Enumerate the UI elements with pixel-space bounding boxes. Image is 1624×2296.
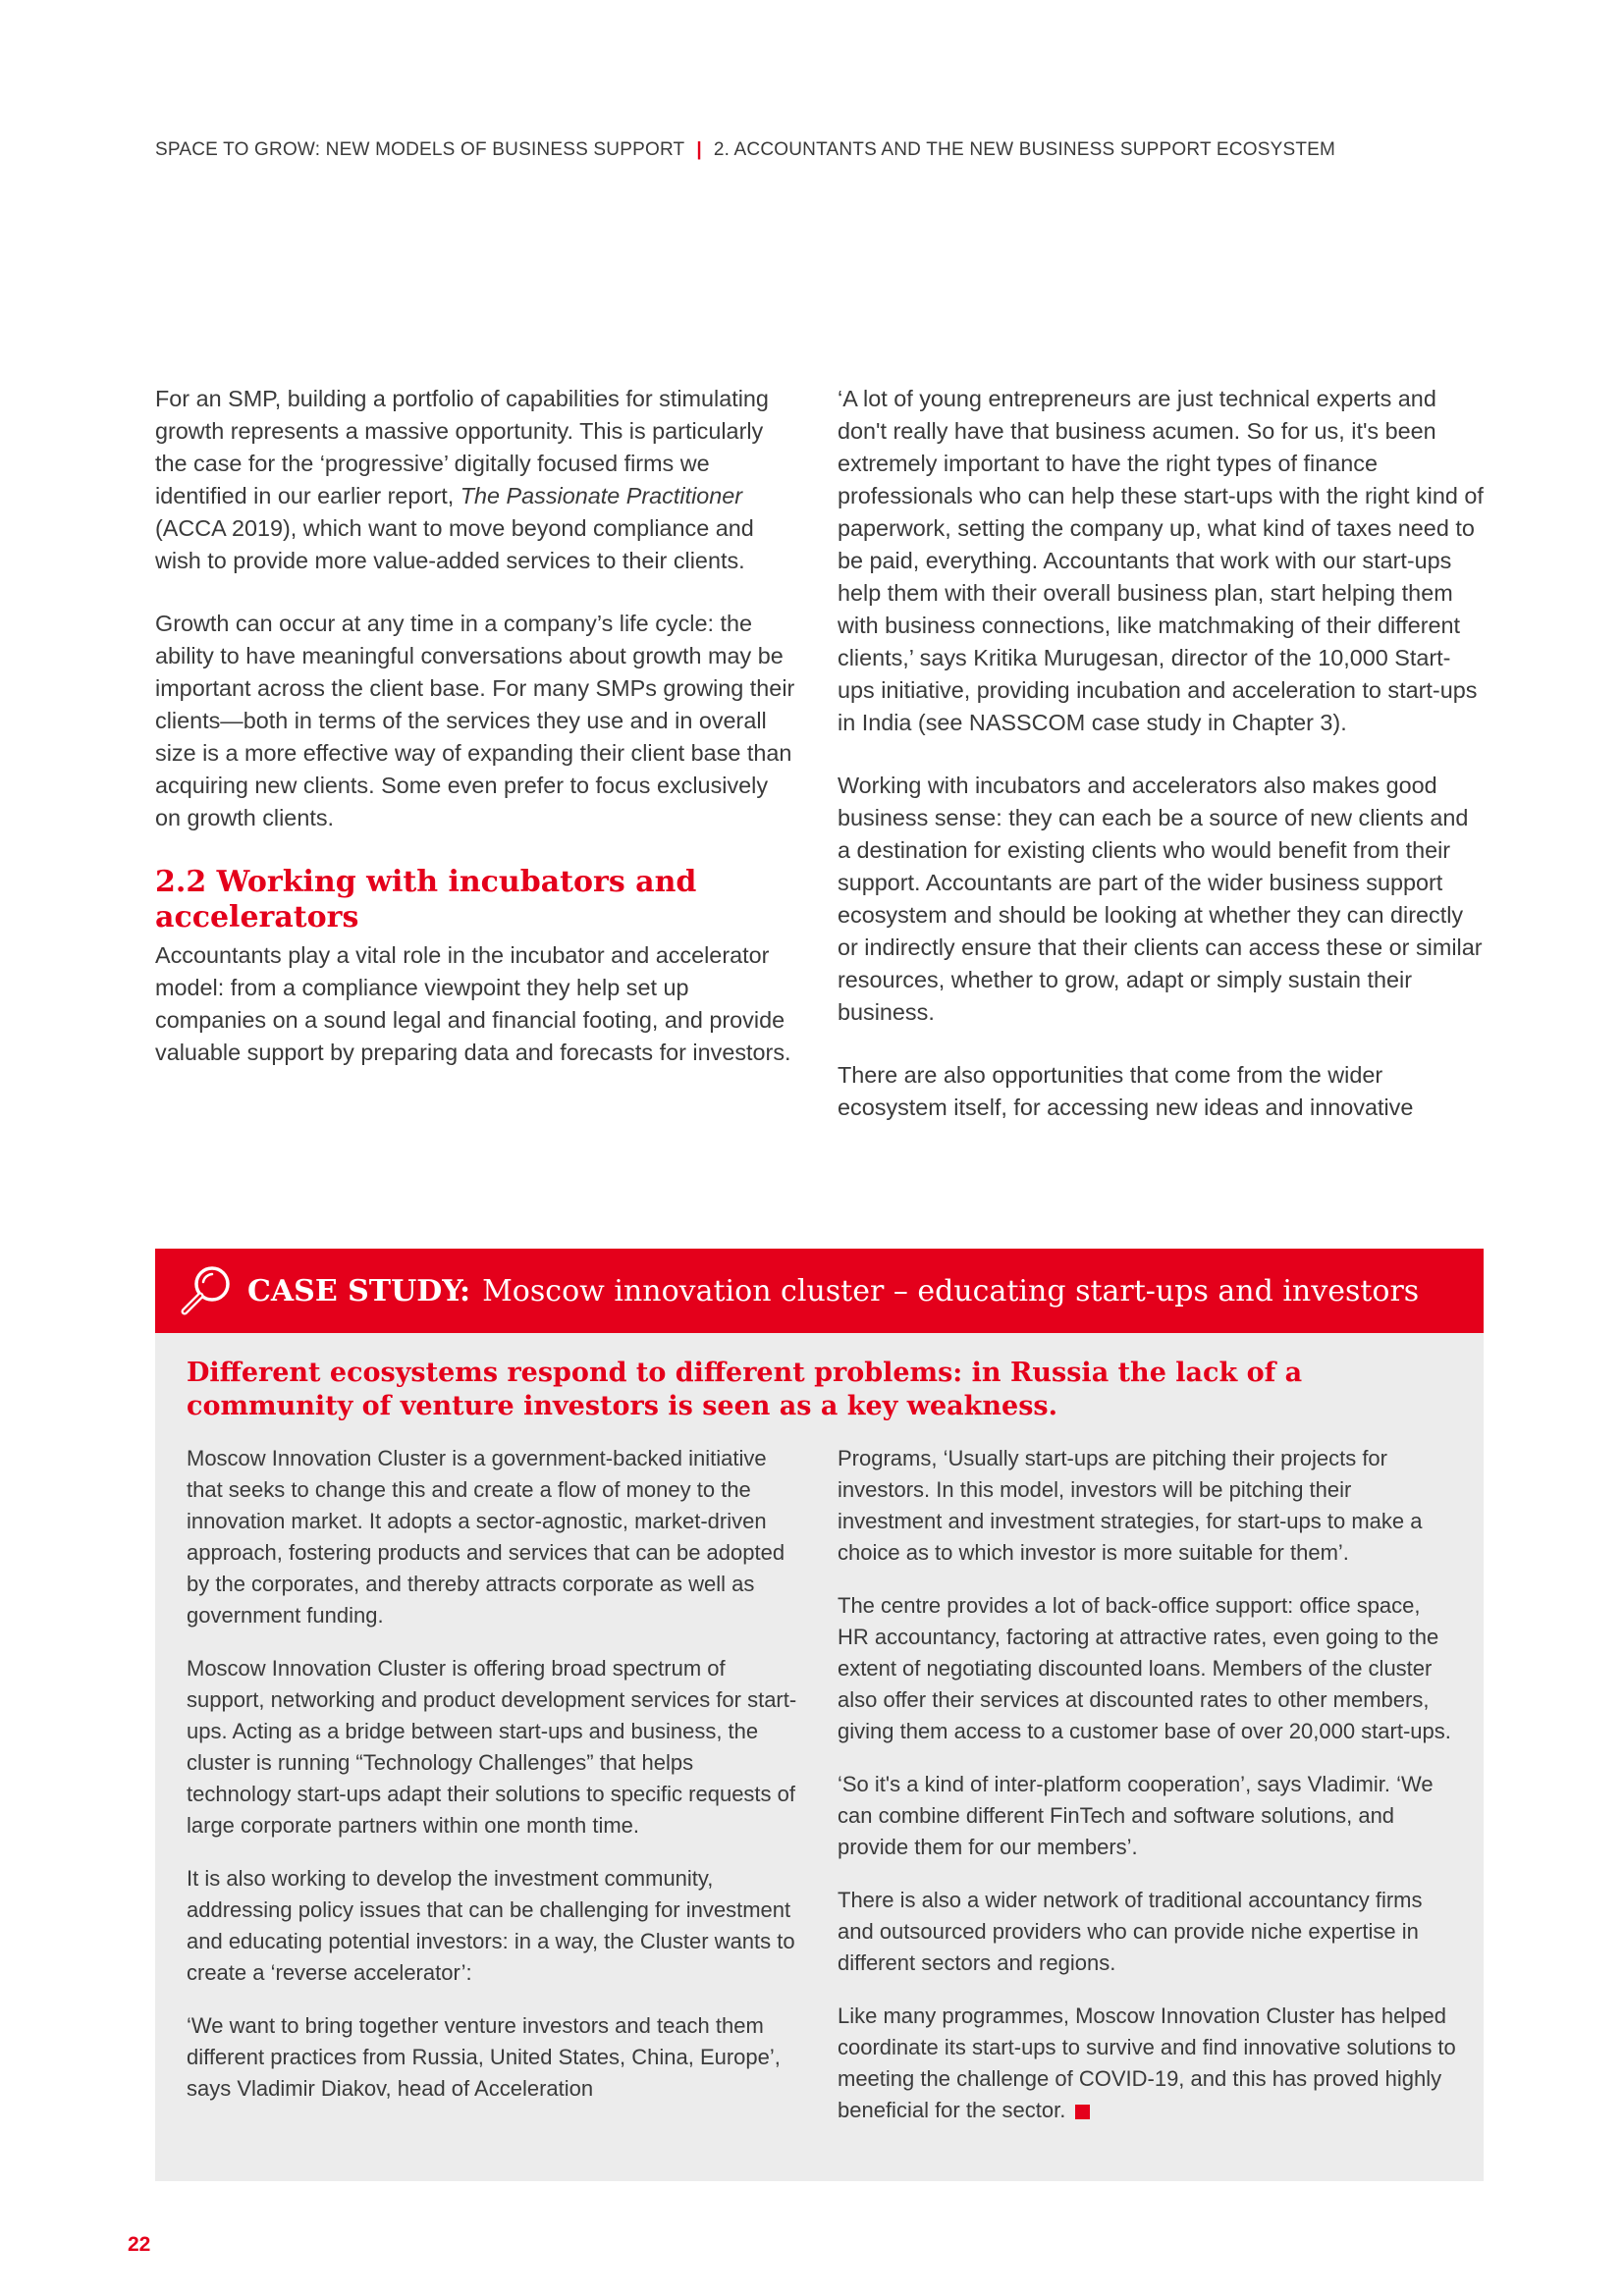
header-separator: | [696,139,702,160]
page-number: 22 [128,2233,151,2256]
case-paragraph: ‘We want to bring together venture investors and teach them different practices from Russia, United States, China, Europe’, says Vladimir Diakov, head of Acceleration [187,2013,781,2101]
header-chapter-title: 2. ACCOUNTANTS AND THE NEW BUSINESS SUPPORT ECOSYSTEM [713,139,1336,160]
case-paragraph: Programs, ‘Usually start-ups are pitching their projects for investors. In this model, investors will be pitching their investment and investment strategies, for start-ups to make a choice as to which investor is more suitable for them’. [838,1446,1423,1565]
section-heading: 2.2 Working with incubators and accelerators [155,865,697,934]
running-header [155,139,1335,161]
case-paragraph: ‘So it's a kind of inter-platform cooperation’, says Vladimir. ‘We can combine different FinTech and software solutions, and provide them for our members’. [838,1772,1434,1859]
case-paragraph: Moscow Innovation Cluster is a government-backed initiative that seeks to change this and create a flow of money to the innovation market. It adopts a sector-agnostic, market-driven approach, fostering products and services that can be adopted by the corporates, and thereby attracts corporate as well as government funding. [187,1446,785,1628]
case-study-lead: Different ecosystems respond to different problems: in Russia the lack of a community of venture investors is seen as a key weakness. [187,1358,1303,1421]
case-study-label: CASE STUDY: [247,1273,471,1308]
right-column [838,383,1486,1154]
case-paragraph: There is also a wider network of traditional accountancy firms and outsourced providers who can provide niche expertise in different sectors and regions. [838,1888,1423,1975]
case-study-header [155,1249,1484,1333]
magnifier-icon [175,1259,238,1322]
case-paragraph: Moscow Innovation Cluster is offering broad spectrum of support, networking and product development services for start-ups. Acting as a bridge between start-ups and business, the cluster is running “Technology Challenges” that helps technology start-ups adapt their solutions to specific requests of large corporate partners within one month time. [187,1656,797,1838]
left-paragraph-1: For an SMP, building a portfolio of capabilities for stimulating growth represents a massive opportunity. This is particularly the case for the ‘progressive’ digitally focused firms we identified in our earlier report, The Passionate Practitioner (ACCA 2019), which want to move beyond compliance and wish to provide more value-added services to their clients. [155,386,769,573]
case-paragraph: The centre provides a lot of back-office support: office space, HR accountancy, factoring at attractive rates, even going to the extent of negotiating discounted loans. Members of the cluster also offer their services at discounted rates to other members, giving them access to a customer base of over 20,000 start-ups. [838,1593,1451,1743]
right-paragraph-3: There are also opportunities that come from the wider ecosystem itself, for accessing new ideas and innovative [838,1062,1414,1120]
left-column [155,383,795,1099]
header-report-title: SPACE TO GROW: NEW MODELS OF BUSINESS SUPPORT [155,139,685,160]
report-title-italic: The Passionate Practitioner [460,483,743,508]
case-study-box [155,1249,1484,2181]
case-paragraph: It is also working to develop the investment community, addressing policy issues that can be challenging for investment and educating potential investors: in a way, the Cluster wants to create a ‘reverse accelerator’: [187,1866,795,1985]
right-paragraph-2: Working with incubators and accelerators also makes good business sense: they can each be a source of new clients and a destination for existing clients who would benefit from their support. Accountants are part of the wider business support ecosystem and should be looking at whether they can directly or indirectly ensure that their clients can access these or similar resources, whether to grow, adapt or simply sustain their business. [838,773,1483,1025]
case-study-right-column [838,1443,1456,2148]
left-paragraph-3: Accountants play a vital role in the incubator and accelerator model: from a compliance viewpoint they help set up companies on a sound legal and financial footing, and provide valuable support by preparing data and forecasts for investors. [155,942,791,1065]
end-square-icon [1075,2105,1090,2119]
case-paragraph-last: Like many programmes, Moscow Innovation Cluster has helped coordinate its start-ups to survive and find innovative solutions to meeting the challenge of COVID-19, and this has proved highly beneficial for the sector. [838,2003,1456,2122]
case-study-left-column [187,1443,800,2126]
left-paragraph-2: Growth can occur at any time in a company’s life cycle: the ability to have meaningful conversations about growth may be important across the client base. For many SMPs growing their clients—both in terms of the services they use and in overall size is a more effective way of expanding their client base than acquiring new clients. Some even prefer to focus exclusively on growth clients. [155,611,795,830]
right-paragraph-1: ‘A lot of young entrepreneurs are just technical experts and don't really have that business acumen. So for us, it's been extremely important to have the right types of finance professionals who can help these start-ups with the right kind of paperwork, setting the company up, what kind of taxes need to be paid, everything. Accountants that work with our start-ups help them with their overall business plan, start helping them with business connections, like matchmaking of their different clients,’ says Kritika Murugesan, director of the 10,000 Start-ups initiative, providing incubation and acceleration to start-ups in India (see NASSCOM case study in Chapter 3). [838,386,1484,735]
case-study-title: Moscow innovation cluster – educating start-ups and investors [482,1273,1420,1308]
